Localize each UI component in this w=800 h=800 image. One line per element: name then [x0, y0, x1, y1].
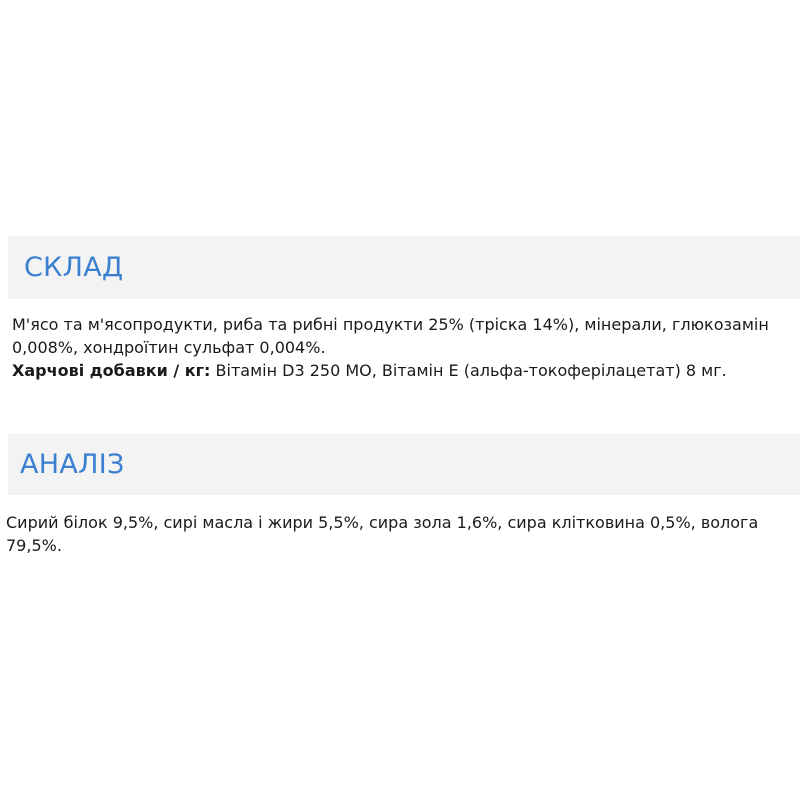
- analysis-text: Сирий білок 9,5%, сирі масла і жири 5,5%, сира зола 1,6%, сира клітковина 0,5%, волога 79,5%.: [6, 513, 759, 555]
- analysis-body: [6, 511, 796, 557]
- composition-body: [12, 313, 782, 382]
- analysis-title: АНАЛІЗ: [20, 449, 125, 480]
- composition-header: [8, 236, 800, 299]
- composition-title: СКЛАД: [24, 252, 124, 283]
- ingredients-text: М'ясо та м'ясопродукти, риба та рибні продукти 25% (тріска 14%), мінерали, глюкозамін 0,008%, хондроїтин сульфат 0,004%.: [12, 315, 769, 357]
- additives-text: Вітамін D3 250 МО, Вітамін Е (альфа-токоферілацетат) 8 мг.: [215, 361, 727, 380]
- analysis-header: [8, 434, 800, 495]
- additives-label: Харчові добавки / кг:: [12, 361, 211, 380]
